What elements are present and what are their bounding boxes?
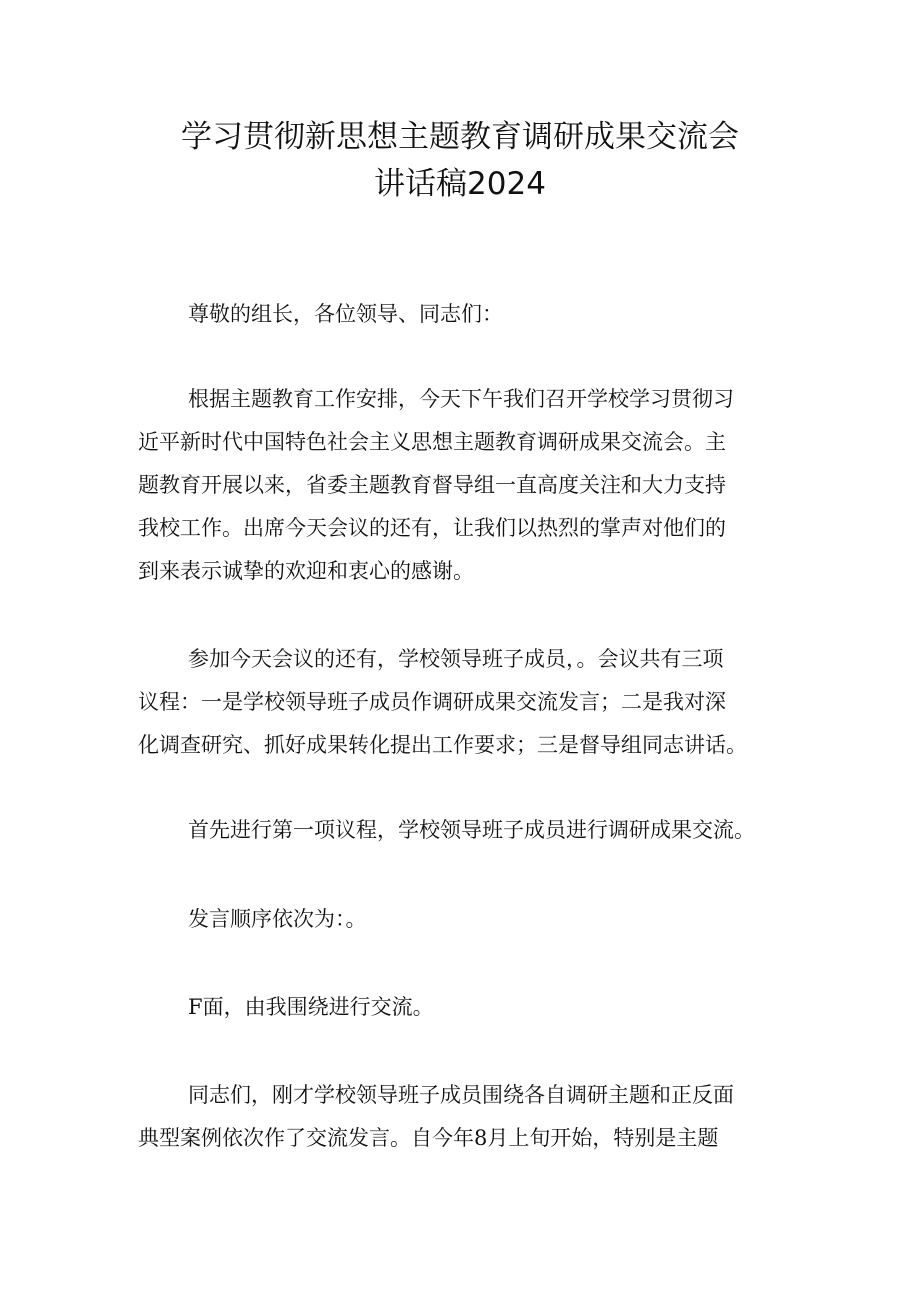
paragraph-line: 发言顺序依次为：。 bbox=[188, 907, 367, 931]
document-title-line-1: 学习贯彻新思想主题教育调研成果交流会 bbox=[181, 119, 739, 155]
paragraph-line: 化调查研究、抓好成果转化提出工作要求；三是督导组同志讲话。 bbox=[138, 733, 747, 757]
paragraph-line: 典型案例依次作了交流发言。自今年8月上旬开始，特别是主题 bbox=[138, 1126, 719, 1150]
paragraph-line: 参加今天会议的还有，学校领导班子成员，。会议共有三项 bbox=[188, 647, 724, 671]
paragraph-line: 首先进行第一项议程，学校领导班子成员进行调研成果交流。 bbox=[188, 818, 755, 842]
paragraph-line: 根据主题教育工作安排，今天下午我们召开学校学习贯彻习 bbox=[188, 387, 734, 411]
greeting-text: 尊敬的组长，各位领导、同志们： bbox=[188, 302, 503, 326]
document-title-line-2: 讲话稿2024 bbox=[374, 166, 546, 202]
paragraph-line: 题教育开展以来，省委主题教育督导组一直高度关注和大力支持 bbox=[138, 473, 726, 497]
paragraph-line: 我校工作。出席今天会议的还有，让我们以热烈的掌声对他们的 bbox=[138, 516, 726, 540]
paragraph-line: 近平新时代中国特色社会主义思想主题教育调研成果交流会。主 bbox=[138, 430, 726, 454]
paragraph-line: 议程：一是学校领导班子成员作调研成果交流发言；二是我对深 bbox=[138, 690, 726, 714]
paragraph-line: F面，由我围绕进行交流。 bbox=[188, 995, 434, 1019]
paragraph-line: 到来表示诚挚的欢迎和衷心的感谢。 bbox=[138, 559, 474, 583]
paragraph-line: 同志们，刚才学校领导班子成员围绕各自调研主题和正反面 bbox=[188, 1083, 734, 1107]
